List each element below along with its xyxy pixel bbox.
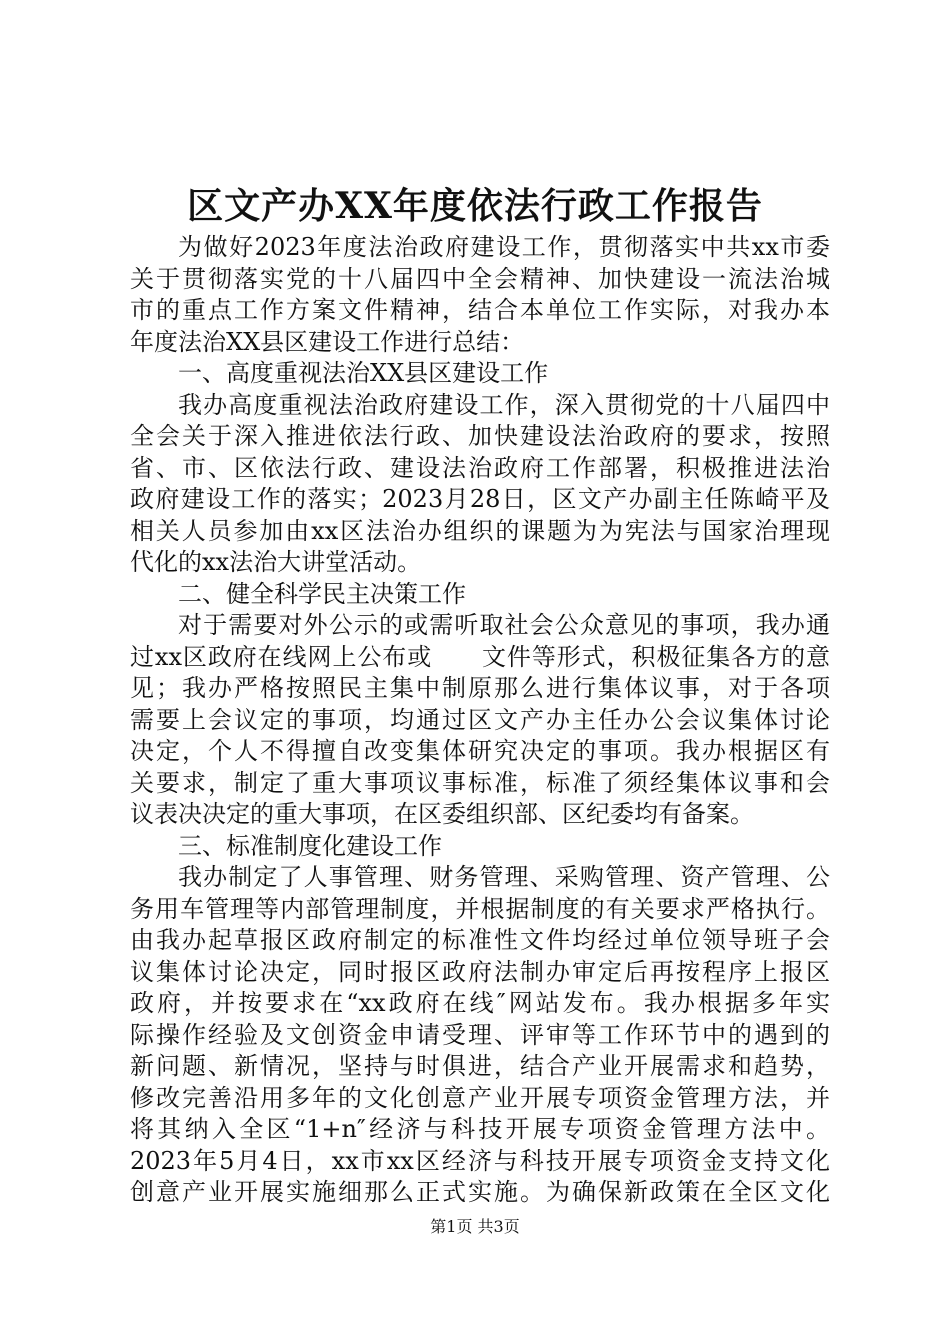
body-text-line: 为做好2023年度法治政府建设工作，贯彻落实中共xx市委 [178,233,830,261]
body-text-line: 决定，个人不得擅自改变集体研究决定的事项。我办根据区有 [130,737,830,765]
document-body [130,232,830,1209]
body-text-line: 务用车管理等内部管理制度，并根据制度的有关要求严格执行。 [130,894,830,923]
body-text-line: 政府，并按要求在“xx政府在线″网站发布。我办根据多年实 [130,989,830,1017]
body-text-line: 对于需要对外公示的或需听取社会公众意见的事项，我办通 [178,611,830,639]
body-text-line: 政府建设工作的落实；2023月28日，区文产办副主任陈崎平及 [130,485,830,513]
body-text-line: 过xx区政府在线网上公布或 文件等形式，积极征集各方的意 [130,642,830,671]
body-text-line: 相关人员参加由xx区法治办组织的课题为为宪法与国家治理现 [130,516,830,545]
body-text-line: 年度法治XX县区建设工作进行总结： [130,327,525,356]
page-footer: 第1页 共3页 [430,1217,520,1236]
body-text-line: 关要求，制定了重大事项议事标准，标准了须经集体议事和会 [130,768,830,797]
body-text-line: 议集体讨论决定，同时报区政府法制办审定后再按程序上报区 [130,957,830,986]
body-text-line: 修改完善沿用多年的文化创意产业开展专项资金管理方法，并 [130,1083,830,1112]
body-text-line: 全会关于深入推进依法行政、加快建设法治政府的要求，按照 [130,422,830,450]
body-text-line: 需要上会议定的事项，均通过区文产办主任办公会议集体讨论 [130,705,830,734]
section-heading: 一、高度重视法治XX县区建设工作 [178,359,549,387]
body-text-line: 见；我办严格按照民主集中制原那么进行集体议事，对于各项 [130,674,830,702]
body-text-line: 际操作经验及文创资金申请受理、评审等工作环节中的遇到的 [130,1020,830,1049]
body-text-line: 我办制定了人事管理、财务管理、采购管理、资产管理、公 [178,863,830,891]
body-text-line: 创意产业开展实施细那么正式实施。为确保新政策在全区文化 [130,1178,830,1206]
body-text-line: 市的重点工作方案文件精神，结合本单位工作实际，对我办本 [130,296,830,324]
body-text-line: 2023年5月4日，xx市xx区经济与科技开展专项资金支持文化 [130,1146,830,1175]
body-text-line: 关于贯彻落实党的十八届四中全会精神、加快建设一流法治城 [130,264,830,293]
document-title: 区文产办XX年度依法行政工作报告 [187,185,763,227]
body-text-line: 将其纳入全区“1+n″经济与科技开展专项资金管理方法中。 [130,1115,830,1143]
body-text-line: 议表决决定的重大事项，在区委组织部、区纪委均有备案。 [130,800,754,828]
body-text-line: 由我办起草报区政府制定的标准性文件均经过单位领导班子会 [130,926,830,954]
section-heading: 二、健全科学民主决策工作 [178,579,466,608]
body-text-line: 我办高度重视法治政府建设工作，深入贯彻党的十八届四中 [178,390,830,419]
body-text-line: 省、市、区依法行政、建设法治政府工作部署，积极推进法治 [130,453,830,482]
body-text-line: 新问题、新情况，坚持与时俱进，结合产业开展需求和趋势， [130,1052,830,1080]
section-heading: 三、标准制度化建设工作 [178,831,442,860]
body-text-line: 代化的xx法治大讲堂活动。 [130,548,422,576]
